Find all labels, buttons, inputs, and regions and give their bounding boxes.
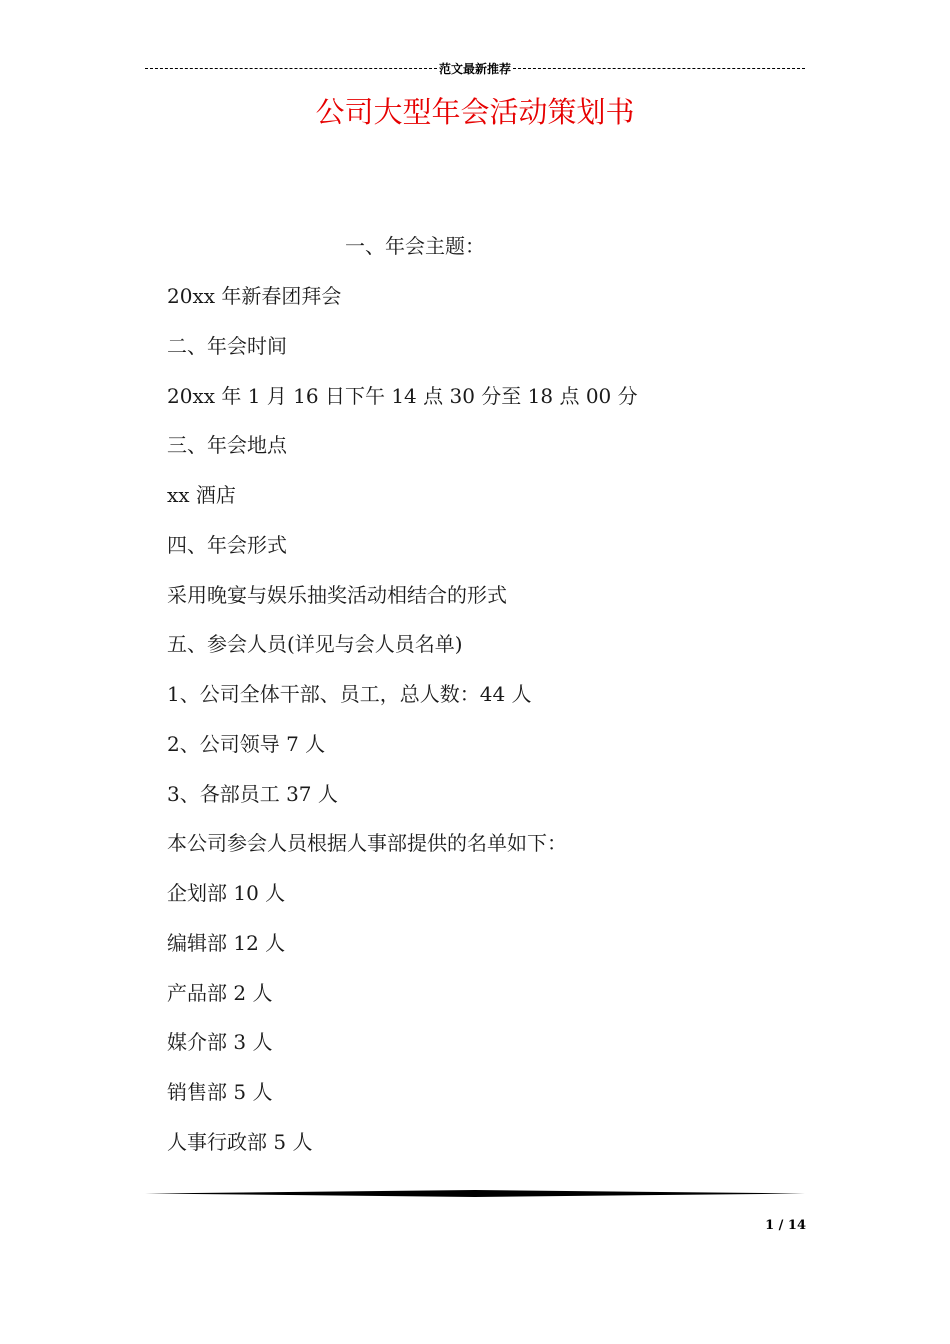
paragraph: 采用晚宴与娱乐抽奖活动相结合的形式 (167, 583, 507, 607)
section-heading-attendees: 五、参会人员(详见与会人员名单) (167, 632, 463, 656)
list-item: 编辑部 12 人 (167, 931, 286, 955)
paragraph: xx 酒店 (167, 483, 236, 507)
document-title: 公司大型年会活动策划书 (315, 95, 635, 129)
header-dashes-left (145, 68, 437, 69)
list-item: 1、公司全体干部、员工，总人数：44 人 (167, 682, 532, 706)
section-heading-theme: 一、年会主题： (345, 234, 485, 258)
list-item: 媒介部 3 人 (167, 1030, 273, 1054)
list-item: 2、公司领导 7 人 (167, 732, 326, 756)
paragraph: 本公司参会人员根据人事部提供的名单如下： (167, 831, 567, 855)
list-item: 企划部 10 人 (167, 881, 286, 905)
list-item: 3、各部员工 37 人 (167, 782, 338, 806)
header-label: 范文最新推荐 (439, 61, 512, 76)
list-item: 产品部 2 人 (167, 981, 273, 1005)
page-number: 1 / 14 (765, 1218, 806, 1233)
list-item: 人事行政部 5 人 (167, 1130, 313, 1154)
section-heading-time: 二、年会时间 (167, 334, 287, 358)
footer-divider-shape (145, 1190, 805, 1197)
section-heading-format: 四、年会形式 (167, 533, 287, 557)
list-item: 销售部 5 人 (167, 1080, 273, 1104)
paragraph: 20xx 年新春团拜会 (167, 284, 342, 308)
section-heading-location: 三、年会地点 (167, 433, 287, 457)
paragraph: 20xx 年 1 月 16 日下午 14 点 30 分至 18 点 00 分 (167, 384, 638, 408)
header-dashes-right (513, 68, 805, 69)
footer-divider (145, 1190, 805, 1197)
page-header (145, 60, 805, 76)
